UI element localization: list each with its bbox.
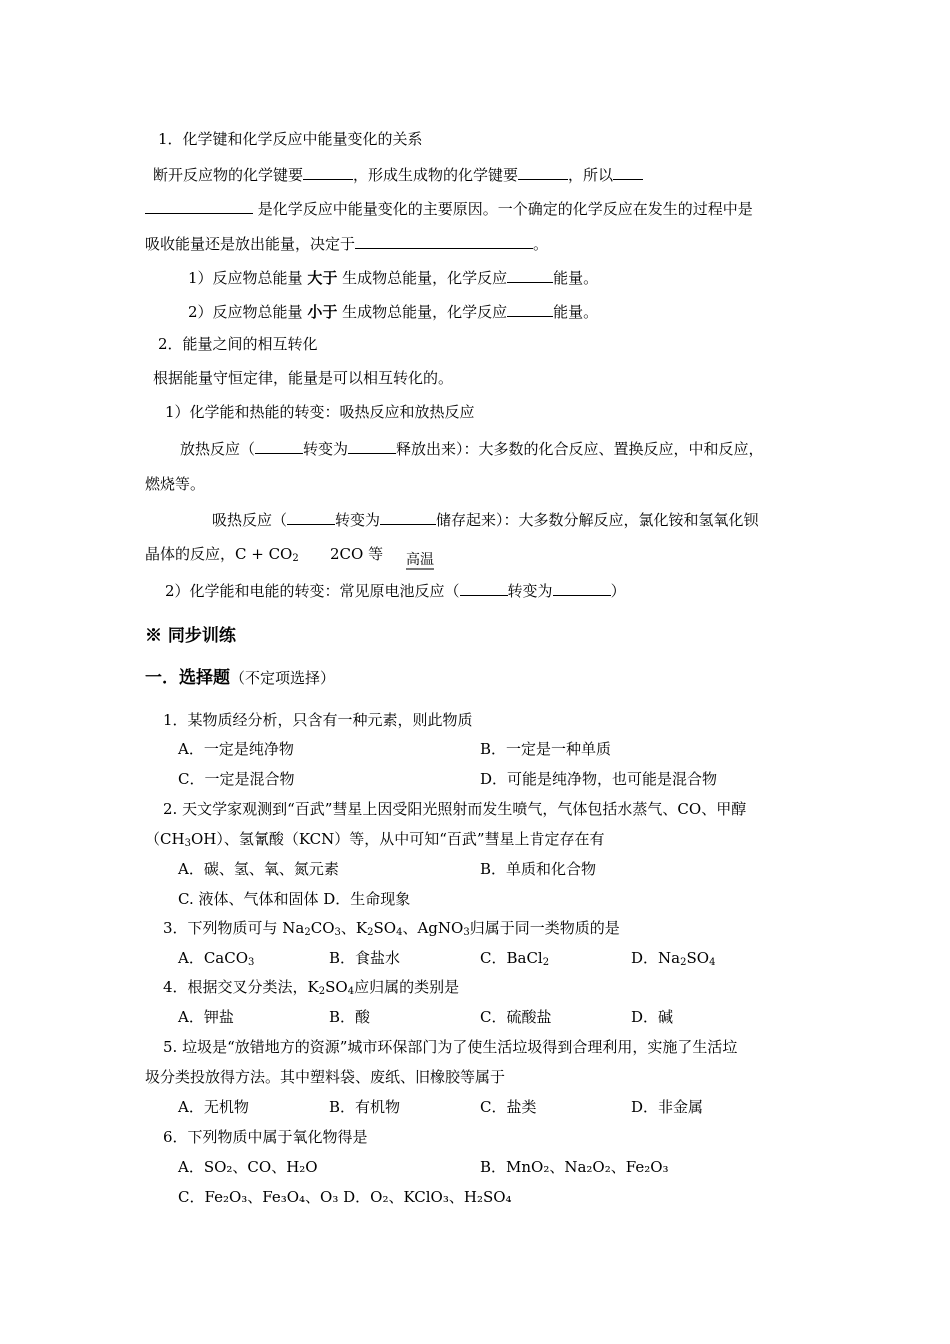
text: 1）反应物总能量	[188, 269, 303, 287]
option-3c[interactable]	[480, 948, 549, 968]
text: ，形成生成物的化学键要	[353, 166, 519, 184]
option-3d[interactable]	[631, 948, 715, 968]
option-3b[interactable]: B．食盐水	[329, 949, 401, 967]
subscript: 2	[318, 986, 326, 997]
text: 4．根据交叉分类法，K	[163, 978, 319, 996]
text: CO	[310, 919, 335, 937]
subscript: 4	[396, 927, 403, 938]
subscript: 4	[709, 957, 716, 968]
text: 生成物总能量，化学反应	[342, 303, 508, 321]
subscript: 2	[304, 927, 311, 938]
subscript: 2	[542, 957, 550, 968]
option-4d[interactable]: D．碱	[631, 1008, 674, 1026]
emphasis: 大于	[307, 269, 338, 287]
option-4c[interactable]: C．硫酸盐	[480, 1008, 552, 1026]
fill-blank[interactable]	[518, 163, 568, 180]
fill-blank[interactable]	[355, 232, 533, 249]
question-2-cont	[145, 829, 605, 849]
fill-blank[interactable]	[613, 163, 643, 180]
text: 放热反应（	[180, 440, 256, 458]
text: 归属于同一类物质的是	[469, 919, 620, 937]
option-5d[interactable]: D．非金属	[631, 1098, 704, 1116]
reaction-condition-label: 高温	[406, 552, 434, 568]
text: SO	[373, 919, 397, 937]
option-1c[interactable]: C．一定是混合物	[178, 770, 295, 788]
text: 能量。	[553, 303, 599, 321]
text: A．CaCO	[178, 949, 249, 967]
fill-blank[interactable]	[507, 266, 553, 283]
option-2b[interactable]: B．单质和化合物	[480, 860, 597, 878]
text: 转变为	[335, 511, 381, 529]
option-6b[interactable]: B．MnO₂、Na₂O₂、Fe₂O₃	[480, 1158, 669, 1176]
fill-blank[interactable]	[553, 579, 611, 596]
note: （不定项选择）	[230, 669, 336, 687]
text: D．Na	[631, 949, 681, 967]
text: 吸收能量还是放出能量，决定于	[145, 235, 356, 253]
fill-blank[interactable]	[460, 579, 508, 596]
question-1: 1．某物质经分析，只含有一种元素，则此物质	[163, 711, 473, 729]
fill-blank[interactable]	[507, 300, 553, 317]
text: 一．选择题	[145, 668, 230, 688]
subscript: 3	[248, 957, 255, 968]
subscript: 3	[184, 838, 191, 849]
section-title-energy-conversion: 2．能量之间的相互转化	[158, 335, 318, 353]
question-5: 5. 垃圾是“放错地方的资源”城市环保部门为了使生活垃圾得到合理利用，实施了生活垃	[163, 1038, 738, 1056]
text: 生成物总能量，化学反应	[342, 269, 508, 287]
option-4b[interactable]: B．酸	[329, 1008, 371, 1026]
fill-blank[interactable]	[145, 197, 253, 214]
text: 。	[533, 235, 549, 253]
text: ）	[610, 582, 626, 600]
text: 能量。	[553, 269, 599, 287]
subsection-chemical-electric	[165, 579, 626, 601]
text: 、K	[340, 919, 368, 937]
fill-blank[interactable]	[303, 163, 353, 180]
question-3	[163, 918, 620, 938]
question-5-cont: 圾分类投放得方法。其中塑料袋、废纸、旧橡胶等属于	[145, 1068, 506, 1086]
option-1a[interactable]: A．一定是纯净物	[178, 740, 294, 758]
subsection-chemical-thermal: 1）化学能和热能的转变：吸热反应和放热反应	[165, 403, 475, 421]
text: 2）化学能和电能的转变：常见原电池反应（	[165, 582, 460, 600]
text: 吸热反应（	[212, 511, 288, 529]
paragraph-exothermic	[180, 437, 764, 459]
text: SO	[686, 949, 710, 967]
section-choice-heading	[145, 668, 335, 688]
paragraph-endothermic	[212, 508, 759, 530]
question-6: 6．下列物质中属于氧化物得是	[163, 1128, 368, 1146]
subscript: 4	[347, 986, 355, 997]
training-heading: ※ 同步训练	[145, 626, 236, 646]
subscript: 2	[292, 553, 299, 564]
section-title-bond-energy: 1．化学键和化学反应中能量变化的关系	[158, 130, 423, 148]
text: 、AgNO	[402, 919, 464, 937]
question-4	[163, 977, 459, 997]
subscript: 3	[334, 927, 341, 938]
paragraph-endothermic-cont	[145, 544, 299, 564]
text: 3．下列物质可与 Na	[163, 919, 305, 937]
text: SO	[325, 978, 348, 996]
option-2a[interactable]: A．碳、氢、氧、氮元素	[178, 860, 339, 878]
fill-blank[interactable]	[380, 508, 436, 525]
text: 断开反应物的化学键要	[153, 166, 304, 184]
text: C．BaCl	[480, 949, 543, 967]
text: ，所以	[568, 166, 614, 184]
text: （CH	[145, 830, 185, 848]
option-2cd[interactable]: C. 液体、气体和固体 D．生命现象	[178, 890, 411, 908]
fill-blank[interactable]	[287, 508, 335, 525]
list-item-endothermic-condition	[188, 300, 598, 322]
text: OH）、氢氰酸（KCN）等，从中可知“百武”彗星上肯定存在有	[190, 830, 605, 848]
option-4a[interactable]: A．钾盐	[178, 1008, 234, 1026]
option-3a[interactable]	[178, 948, 254, 968]
subscript: 2	[367, 927, 374, 938]
paragraph-bond-line-1	[153, 163, 643, 185]
text: 释放出来）：大多数的化合反应、置换反应，中和反应，	[396, 440, 764, 458]
fill-blank[interactable]	[255, 437, 303, 454]
fill-blank[interactable]	[348, 437, 396, 454]
option-5a[interactable]: A．无机物	[178, 1098, 249, 1116]
subscript: 3	[463, 927, 470, 938]
text: 是化学反应中能量变化的主要原因。一个确定的化学反应在发生的过程中是	[257, 200, 753, 218]
paragraph-bond-line-3	[145, 232, 548, 254]
emphasis: 小于	[307, 303, 338, 321]
option-6cd[interactable]: C．Fe₂O₃、Fe₃O₄、O₃ D．O₂、KClO₃、H₂SO₄	[178, 1188, 512, 1206]
paragraph-exothermic-cont: 燃烧等。	[145, 475, 206, 493]
subscript: 2	[680, 957, 687, 968]
list-item-exothermic-condition	[188, 266, 598, 288]
question-2: 2. 天文学家观测到“百武”彗星上因受阳光照射而发生喷气，气体包括水蒸气、CO、甲醇	[163, 800, 747, 818]
option-1b[interactable]: B．一定是一种单质	[480, 740, 612, 758]
reaction-product: 2CO 等	[330, 545, 384, 563]
option-5b[interactable]: B．有机物	[329, 1098, 401, 1116]
paragraph-bond-line-2	[145, 197, 753, 219]
text: 转变为	[507, 582, 553, 600]
text: 转变为	[303, 440, 349, 458]
option-1d[interactable]: D．可能是纯净物，也可能是混合物	[480, 770, 718, 788]
text: 晶体的反应，C + CO	[145, 545, 293, 563]
text: 应归属的类别是	[354, 978, 460, 996]
option-5c[interactable]: C．盐类	[480, 1098, 537, 1116]
text: 储存起来）：大多数分解反应，氯化铵和氢氧化钡	[436, 511, 759, 529]
option-6a[interactable]: A．SO₂、CO、H₂O	[178, 1158, 318, 1176]
paragraph-energy-conservation: 根据能量守恒定律，能量是可以相互转化的。	[153, 369, 454, 387]
text: 2）反应物总能量	[188, 303, 303, 321]
